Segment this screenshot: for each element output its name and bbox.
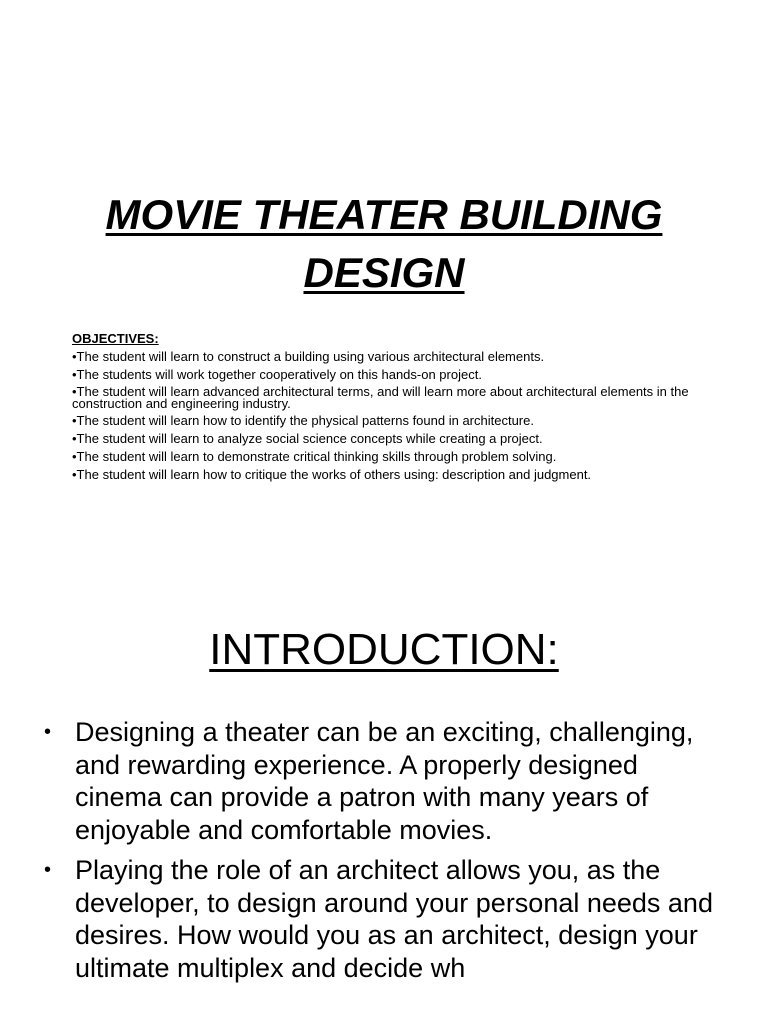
page-title <box>0 186 768 302</box>
introduction-slide <box>0 560 768 1024</box>
objective-item: •The students will work together cooperatively on this hands-on project. <box>72 367 482 382</box>
objectives-section <box>72 332 712 486</box>
objectives-list <box>72 350 712 482</box>
introduction-item-text: Designing a theater can be an exciting, challenging, and rewarding experience. A properly designed cinema can provide a patron with many years of enjoyable and comfortable movies. <box>75 717 694 845</box>
introduction-heading: INTRODUCTION: <box>209 625 559 674</box>
introduction-item-text: Playing the role of an architect allows you, as the developer, to design around your personal needs and desires. How would you as an architect, design your ultimate multiplex and decide wh <box>75 855 713 983</box>
title-line: MOVIE THEATER BUILDING <box>105 191 663 238</box>
introduction-list <box>44 716 724 992</box>
objectives-heading: OBJECTIVES: <box>72 331 159 346</box>
introduction-item <box>44 854 724 984</box>
objective-item: •The student will learn advanced architectural terms, and will learn more about architectural elements in the construction and engineering industry. <box>72 384 689 411</box>
objective-item: •The student will learn to construct a building using various architectural elements. <box>72 349 545 364</box>
introduction-item <box>44 716 724 846</box>
objective-item: •The student will learn how to critique the works of others using: description and judgment. <box>72 467 592 482</box>
objective-item: •The student will learn to analyze social science concepts while creating a project. <box>72 431 543 446</box>
objective-item: •The student will learn to demonstrate critical thinking skills through problem solving. <box>72 449 557 464</box>
bullet-icon: • <box>44 859 52 881</box>
title-line: DESIGN <box>303 249 465 296</box>
objective-item: •The student will learn how to identify the physical patterns found in architecture. <box>72 413 534 428</box>
bullet-icon: • <box>44 721 52 743</box>
